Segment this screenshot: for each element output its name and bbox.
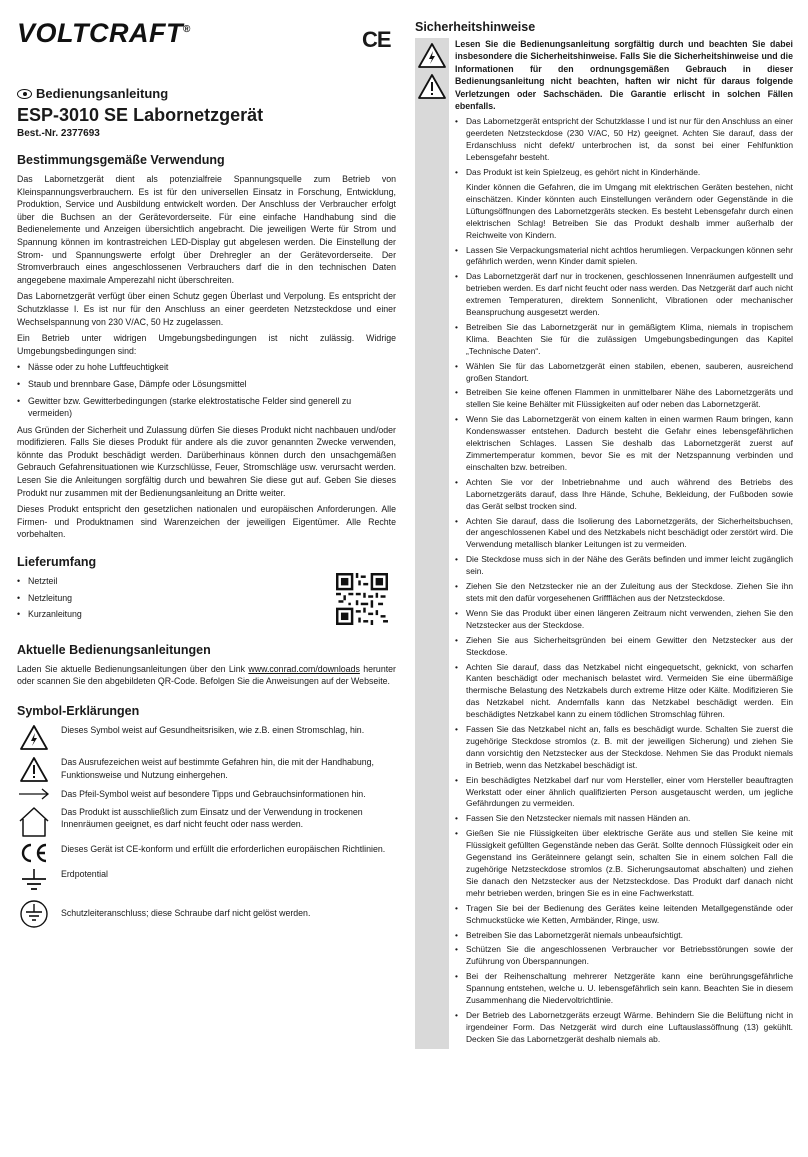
list-item <box>455 944 793 968</box>
list-item: • Nässe oder zu hohe Luftfeuchtigkeit <box>17 361 396 374</box>
intended-use-heading: Bestimmungsgemäße Verwendung <box>17 153 225 167</box>
safety-item-text: Tragen Sie bei der Bedienung des Gerätes keine leitenden Metallgegenstände oder Schmuckstücke wie Ketten, Armbänder, Ringe, usw. <box>466 902 793 925</box>
safety-item-text: Betreiben Sie das Labornetzgerät niemals unbeaufsichtigt. <box>466 929 683 940</box>
exclamation-warning-icon <box>417 73 447 100</box>
intended-use-paragraph: Aus Gründen der Sicherheit und Zulassung dürfen Sie dieses Produkt nicht nachbauen und/oder modifizieren. Falls Sie dieses Produkt für andere als die zuvor genannten Zwecke verwenden, könnte das Produkt beschädigt werden. Darüberhinaus können durch den unsachgemäßen Gebrauch Gefahrensituationen wie Kurzschlüsse, Feuer, Stromschläge usw. verursacht werden. Lesen Sie die Anleitungen sorgfältig durch und bewahren Sie diese gut auf. Geben Sie dieses Produkt nur zusammen mit der Bedienungsanleitung an Dritte weiter. <box>17 424 396 498</box>
symbol-row <box>17 899 396 929</box>
symbol-row <box>17 724 396 751</box>
list-item <box>455 116 793 164</box>
symbol-row <box>17 843 396 863</box>
safety-item-subtext: Kinder können die Gefahren, die im Umgang mit elektrischen Geräten bestehen, nicht einschätzen. Kinder könnten auch Einstellungen verändern oder Gegenstände in die Lüftungsöffnungen des Labornetzgeräts stecken. Es besteht Lebensgefahr durch einen elektrischen Schlag! Betreiben Sie das Produkt deshalb immer außerhalb der Reichweite von Kindern. <box>466 181 793 240</box>
manual-label-text: Bedienungsanleitung <box>36 86 169 101</box>
delivery-list <box>17 575 82 625</box>
manuals-text: Laden Sie aktuelle Bedienungsanleitungen über den Link <box>17 663 249 674</box>
list-item <box>455 813 793 825</box>
list-item <box>455 581 793 605</box>
manuals-text: herunter oder scannen Sie den abgebildeten QR-Code. Befolgen Sie die Anweisungen auf der Webseite. <box>17 663 396 687</box>
safety-item-text: Ein beschädigtes Netzkabel darf nur vom Hersteller, einer vom Hersteller beauftragten Werkstatt oder einer ähnlich qualifizierten Person ausgetauscht werden, um jegliche Gefährdungen zu vermeiden. <box>466 774 793 809</box>
safety-item-text: Lassen Sie Verpackungsmaterial nicht achtlos herumliegen. Verpackungen können sehr gefährlich werden, wenn Kinder damit spielen. <box>466 244 793 267</box>
symbol-description: Das Pfeil-Symbol weist auf besondere Tipps und Gebrauchsinformationen hin. <box>61 789 366 799</box>
list-item <box>455 635 793 659</box>
list-item <box>455 930 793 942</box>
house-icon <box>17 806 51 838</box>
safety-item-text: Gießen Sie nie Flüssigkeiten über elektrische Geräte aus und stellen Sie keine mit Flüssigkeit gefüllten Gegenstände neben das Gerät. Sollte dennoch Flüssigkeit oder ein Gegenstand ins Geräteinnere gelangt sein, schalten Sie in einem solchen Fall die zugehörige Netzsteckdose stromlos (z.B. Sicherungsautomat abschalten) und ziehen Sie danach den Netzstecker aus der Netzsteckdose. Das Produkt darf danach nicht mehr betrieben werden, bringen Sie es in eine Fachwerkstatt. <box>466 828 793 898</box>
symbol-description: Dieses Gerät ist CE-konform und erfüllt die erforderlichen europäischen Richtlinien. <box>61 843 386 854</box>
list-item <box>455 775 793 811</box>
safety-item-text: Das Labornetzgerät darf nur in trockenen, geschlossenen Innenräumen aufgestellt und betrieben werden. Es darf nicht feucht oder nass werden. Das Netzgerät darf auch nicht extremen Temperaturen, direktem Sonnenlicht, Vibrationen oder mechanischer Beanspruchung ausgesetzt werden. <box>466 271 793 318</box>
ce-icon <box>19 843 49 863</box>
list-item <box>455 322 793 358</box>
safety-item-text: Schützen Sie die angeschlossenen Verbraucher vor Betriebsstörungen sowie der Zuführung von Überspannungen. <box>466 944 793 967</box>
manuals-paragraph <box>17 663 396 688</box>
list-item <box>455 245 793 269</box>
safety-intro: Lesen Sie die Bedienungsanleitung sorgfältig durch und beachten Sie dabei insbesondere die Sicherheitshinweise. Falls Sie die Sicherheitshinweise und die Informationen für den ordnungsgemäßen Gebrauch in dieser Bedienungsanleitung nicht beachten, haften wir nicht für daraus folgende Verletzungen oder Sachschäden. Die Garantie erlischt in solchen Fällen ebenfalls. <box>455 39 793 112</box>
list-item <box>455 167 793 241</box>
safety-item-text: Fassen Sie das Netzkabel nicht an, falls es beschädigt wurde. Schalten Sie zuerst die zugehörige Steckdose stromlos (z. B. mit der jeweiligen Sicherung) und ziehen Sie dann vorsichtig den Netzstecker aus der Steckdose. Nehmen Sie das Produkt niemals in Betrieb, wenn das Netzkabel beschädigt ist. <box>466 724 793 770</box>
safety-item-text: Achten Sie darauf, dass das Netzkabel nicht eingequetscht, geknickt, von scharfen Kanten beschädigt oder mechanisch belastet wird. Vermeiden Sie eine übermäßige thermische Belastung des Netzkabels durch extreme Hitze oder Kälte. Modifizieren Sie das Netzkabel nicht. Andernfalls kann das Netzkabel beschädigt werden. Ein beschädigtes Netzkabel kann zu einem tödlichen Stromschlag führen. <box>466 661 793 720</box>
symbol-description: Dieses Symbol weist auf Gesundheitsrisiken, wie z.B. einen Stromschlag, hin. <box>61 725 365 735</box>
manual-label <box>17 86 396 101</box>
symbols-heading: Symbol-Erklärungen <box>17 704 140 718</box>
exclamation-warning-icon <box>19 756 49 783</box>
symbol-description: Das Ausrufezeichen weist auf bestimmte Gefahren hin, die mit der Handhabung, Funktionsweise und Nutzung einhergehen. <box>61 757 374 780</box>
list-item <box>455 516 793 552</box>
delivery-heading: Lieferumfang <box>17 555 97 570</box>
safety-item-text: Das Produkt ist kein Spielzeug, es gehört nicht in Kinderhände. <box>466 167 701 178</box>
intended-use-paragraph: Dieses Produkt entspricht den gesetzlichen nationalen und europäischen Anforderungen. Alle Firmen- und Produktnamen sind Warenzeichen der jeweiligen Eigentümer. Alle Rechte vorbehalten. <box>17 504 396 540</box>
brand-name: VOLTCRAFT <box>17 18 183 48</box>
list-item <box>455 662 793 722</box>
safety-item-text: Ziehen Sie aus Sicherheitsgründen bei einem Gewitter den Netzstecker aus der Steckdose. <box>466 634 793 657</box>
list-item <box>455 387 793 411</box>
list-item <box>455 271 793 319</box>
list-item <box>455 828 793 899</box>
brand-registered-mark: ® <box>182 24 191 35</box>
safety-list <box>455 116 793 1045</box>
qr-code-icon[interactable] <box>336 573 388 625</box>
list-item <box>455 608 793 632</box>
safety-content <box>449 38 793 1049</box>
intended-use-paragraph: Das Labornetzgerät verfügt über einen Schutz gegen Überlast und Verpolung. Es entspricht der Schutzklasse I. Es ist nur für den Anschluss an einer geerdeten Netzsteckdose und einer Wechselspannung von 230 V/AC, 50 Hz zugelassen. <box>17 291 396 327</box>
protective-earth-icon <box>19 899 49 929</box>
safety-icon-bar <box>415 38 449 1049</box>
conditions-list <box>17 361 396 419</box>
symbol-row <box>17 788 396 801</box>
intended-use-paragraph: Ein Betrieb unter widrigen Umgebungsbedingungen ist nicht zulässig. Widrige Umgebungsbedingungen sind: <box>17 333 396 356</box>
symbol-row <box>17 868 396 894</box>
list-item: • Netzleitung <box>17 592 82 605</box>
downloads-link[interactable]: www.conrad.com/downloads <box>248 663 360 674</box>
list-item <box>455 903 793 927</box>
safety-item-text: Betreiben Sie keine offenen Flammen in unmittelbarer Nähe des Labornetzgeräts und stellen Sie keine Behälter mit Flüssigkeiten auf oder neben das Labornetzgerät. <box>466 387 793 410</box>
list-item: • Staub und brennbare Gase, Dämpfe oder Lösungsmittel <box>17 378 396 391</box>
list-item: • Netzteil <box>17 575 82 588</box>
list-item <box>455 554 793 578</box>
symbol-description: Das Produkt ist ausschließlich zum Einsatz und der Verwendung in trockenen Innenräumen geeignet, es darf nicht feucht oder nass werden. <box>61 806 363 830</box>
safety-heading: Sicherheitshinweise <box>415 20 536 34</box>
safety-item-text: Wenn Sie das Labornetzgerät von einem kalten in einen warmen Raum bringen, kann Kondenswasser entstehen. Dadurch besteht die Gefahr eines lebensgefährlichen elektrischen Schlages. Lassen Sie deshalb das Labornetzgerät zuerst auf Zimmertemperatur kommen, bevor Sie es mit der Netzspannung verbinden und einschalten bzw. betreiben. <box>466 414 793 472</box>
list-item <box>455 1010 793 1046</box>
right-column <box>415 20 793 1049</box>
order-number: Best.-Nr. 2377693 <box>17 128 100 139</box>
list-item <box>455 971 793 1007</box>
safety-item-text: Die Steckdose muss sich in der Nähe des Geräts befinden und immer leicht zugänglich sein. <box>466 554 793 577</box>
lightning-warning-icon <box>417 42 447 69</box>
safety-item-text: Bei der Reihenschaltung mehrerer Netzgeräte kann eine berührungsgefährliche Spannung entstehen, welche u. U. lebensgefährlich sein kann. Beachten Sie in diesem Zusammenhang die Niedervoltrichtlinie. <box>466 971 793 1006</box>
symbol-row <box>17 806 396 838</box>
safety-item-text: Betreiben Sie das Labornetzgerät nur in gemäßigtem Klima, niemals in tropischem Klima. Beachten Sie für die zulässigen Umgebungsbedingungen das Kapitel „Technische Daten“. <box>466 321 793 356</box>
lightning-warning-icon <box>19 724 49 751</box>
symbol-row <box>17 756 396 783</box>
safety-section <box>415 38 793 1049</box>
manuals-heading: Aktuelle Bedienungsanleitungen <box>17 642 211 657</box>
brand-logo <box>17 18 191 49</box>
list-item <box>455 724 793 772</box>
intended-use-paragraph: Das Labornetzgerät dient als potenzialfreie Spannungsquelle zum Betrieb von Kleinspannungsverbrauchern. Es ist für den universellen Einsatz in Forschung, Entwicklung, Produktion, Service und Ausbildung entwickelt worden. Der Anschluss der Verbraucher erfolgt über die Buchsen an der Gerätevorderseite. Für eine einfache Handhabung sind die Bedienelemente und Anzeigen übersichtlich angebracht. Die jeweiligen Werte für Strom und Spannung können im kontrastreichen LED-Display gut abgelesen werden. Die Einstellung der Strom- und Spannungswerte erfolgt über Drehregler an der Gerätevorderseite. Der Stromverbrauch eines angeschlossenen Verbrauchers darf die in den technischen Daten angegebene maximale Amperezahl nicht überschreiten. <box>17 174 396 285</box>
left-column <box>17 86 396 934</box>
safety-item-text: Fassen Sie den Netzstecker niemals mit nassen Händen an. <box>466 813 691 824</box>
safety-item-text: Der Betrieb des Labornetzgeräts erzeugt Wärme. Behindern Sie die Belüftung nicht in irgendeiner Form. Das Netzgerät wird durch eine Luftauslassöffnung (13) gekühlt. Decken Sie das Labornetzgerät deshalb niemals ab. <box>466 1009 793 1044</box>
symbol-description: Erdpotential <box>61 868 108 879</box>
list-item: • Gewitter bzw. Gewitterbedingungen (starke elektrostatische Felder sind generell zu vermeiden) <box>17 395 396 420</box>
list-item: • Kurzanleitung <box>17 608 82 621</box>
delivery-section <box>17 575 396 629</box>
symbol-description: Schutzleiteranschluss; diese Schraube darf nicht gelöst werden. <box>61 907 311 918</box>
safety-item-text: Achten Sie vor der Inbetriebnahme und auch während des Betriebs des Labornetzgeräts darauf, dass Ihre Hände, Schuhe, Bekleidung, der Fußboden sowie das Gerät selbst trocken sind. <box>466 476 793 511</box>
earth-ground-icon <box>19 868 49 894</box>
list-item <box>455 477 793 513</box>
page-title: ESP-3010 SE Labornetzgerät <box>17 105 264 125</box>
list-item <box>455 361 793 385</box>
arrow-icon <box>18 788 50 800</box>
safety-item-text: Wählen Sie für das Labornetzgerät einen stabilen, ebenen, sauberen, ausreichend großen Standort. <box>466 360 793 383</box>
safety-item-text: Achten Sie darauf, dass die Isolierung des Labornetzgeräts, der Sicherheitsbuchsen, der angeschlossenen Kabel und des Netzkabels nicht beschädigt oder zerstört wird. Die Verwendung metallisch blanker Leitungen ist zu vermeiden. <box>466 515 793 550</box>
safety-item-text: Das Labornetzgerät entspricht der Schutzklasse I und ist nur für den Anschluss an einer geerdeten Netzsteckdose (230 V/AC, 50 Hz) geeignet. Achten Sie darauf, dass der Erdanschluss nicht defekt/ unterbrochen ist, da sonst bei einer Fehlfunktion Lebensgefahr besteht. <box>466 116 793 163</box>
safety-item-text: Ziehen Sie den Netzstecker nie an der Zuleitung aus der Steckdose. Ziehen Sie ihn stets mit den dafür vorgesehenen Griffflächen aus der Netzsteckdose. <box>466 581 793 603</box>
ce-mark: CE <box>362 27 391 52</box>
list-item <box>455 414 793 474</box>
safety-item-text: Wenn Sie das Produkt über einen längeren Zeitraum nicht verwenden, ziehen Sie den Netzstecker aus der Steckdose. <box>466 607 793 630</box>
eye-icon <box>17 89 32 99</box>
